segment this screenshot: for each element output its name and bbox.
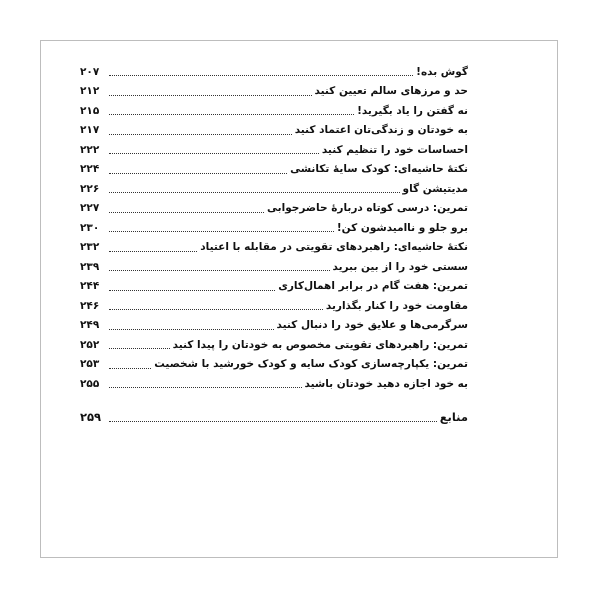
toc-entry-title: حد و مرزهای سالم تعیین کنید: [314, 85, 468, 98]
toc-entry-page: ۲۴۴: [80, 280, 100, 293]
toc-entry-page: ۲۱۲: [80, 85, 100, 98]
toc-entry-title: برو جلو و ناامیدشون کن!: [336, 221, 468, 234]
toc-entry: [80, 179, 468, 199]
toc-entry-title: گوش بده!: [416, 65, 468, 78]
toc-dot-leader: [109, 366, 151, 369]
toc-dot-leader: [109, 132, 292, 135]
toc-dot-leader: [109, 73, 413, 76]
toc-entry: [80, 82, 468, 102]
toc-entry-title: نکتهٔ حاشیه‌ای: راهبردهای تقویتی در مقابله با اعتیاد: [200, 241, 468, 254]
toc-entry-title: سرگرمی‌ها و علایق خود را دنبال کنید: [276, 319, 468, 332]
toc-entry: [80, 296, 468, 316]
toc-entry: [80, 316, 468, 336]
toc-entry: [80, 238, 468, 258]
toc-entry-page: ۲۲۷: [80, 202, 100, 215]
toc-entry: [80, 199, 468, 219]
toc-dot-leader: [109, 171, 287, 174]
toc-entry-page: ۲۵۳: [80, 358, 100, 371]
toc-dot-leader: [109, 307, 323, 310]
toc-dot-leader: [109, 112, 354, 115]
toc-entry-page: ۲۵۲: [80, 338, 100, 351]
toc-dot-leader: [109, 210, 264, 213]
toc-entry-title: تمرین: راهبردهای تقویتی مخصوص به خودتان را پیدا کنید: [172, 338, 468, 351]
toc-dot-leader: [109, 249, 197, 252]
toc-entry-title: تمرین: هفت گام در برابر اهمال‌کاری: [278, 280, 468, 293]
toc-entry: [80, 101, 468, 121]
toc-dot-leader: [109, 419, 437, 422]
toc-entry: [80, 218, 468, 238]
toc-entry-page: ۲۴۹: [80, 319, 100, 332]
toc-entry-title: احساسات خود را تنظیم کنید: [321, 143, 468, 156]
toc-dot-leader: [109, 190, 400, 193]
toc-entry: [80, 140, 468, 160]
toc-entry-title: مدیتیشن گاو: [402, 182, 468, 195]
toc-entry-title: تمرین: درسی کوتاه دربارهٔ حاضرجوابی: [267, 202, 468, 215]
toc-sources-page: ۲۵۹: [80, 410, 102, 425]
toc-entry: [80, 277, 468, 297]
toc-entry-page: ۲۱۵: [80, 104, 100, 117]
toc-entry-title: به خود اجازه دهید خودتان باشید: [304, 377, 468, 390]
toc-entry-page: ۲۳۰: [80, 221, 100, 234]
toc-entry-page: ۲۲۴: [80, 163, 100, 176]
toc-dot-leader: [109, 268, 330, 271]
toc-entry-page: ۲۳۲: [80, 241, 100, 254]
table-of-contents: [80, 62, 468, 427]
toc-entry-title: تمرین: یکپارچه‌سازی کودک سایه و کودک خورشید با شخصیت: [154, 358, 468, 371]
toc-entry-title: نه گفتن را یاد بگیرید!: [357, 104, 468, 117]
toc-dot-leader: [109, 93, 312, 96]
toc-entry-title: سستی خود را از بین ببرید: [332, 260, 468, 273]
toc-dot-leader: [109, 327, 274, 330]
toc-entry-page: ۲۳۹: [80, 260, 100, 273]
toc-sources-title: منابع: [439, 410, 468, 425]
toc-entry-title: به خودتان و زندگی‌تان اعتماد کنید: [294, 124, 468, 137]
toc-dot-leader: [109, 151, 319, 154]
toc-entry-title: نکتهٔ حاشیه‌ای: کودک سایهٔ تکانشی: [290, 163, 468, 176]
toc-entry: [80, 335, 468, 355]
toc-entry-page: ۲۵۵: [80, 377, 100, 390]
toc-entry: [80, 121, 468, 141]
toc-sources-row: [80, 408, 468, 428]
toc-entry: [80, 62, 468, 82]
toc-entry: [80, 374, 468, 394]
toc-entry: [80, 160, 468, 180]
toc-entry: [80, 355, 468, 375]
toc-dot-leader: [109, 229, 334, 232]
toc-dot-leader: [109, 346, 170, 349]
toc-entry: [80, 257, 468, 277]
toc-entry-page: ۲۲۶: [80, 182, 100, 195]
toc-entry-page: ۲۴۶: [80, 299, 100, 312]
toc-dot-leader: [109, 385, 302, 388]
toc-entry-page: ۲۰۷: [80, 65, 100, 78]
toc-entry-page: ۲۲۲: [80, 143, 100, 156]
toc-dot-leader: [109, 288, 275, 291]
toc-entry-title: مقاومت خود را کنار بگذارید: [325, 299, 468, 312]
toc-entry-page: ۲۱۷: [80, 124, 100, 137]
